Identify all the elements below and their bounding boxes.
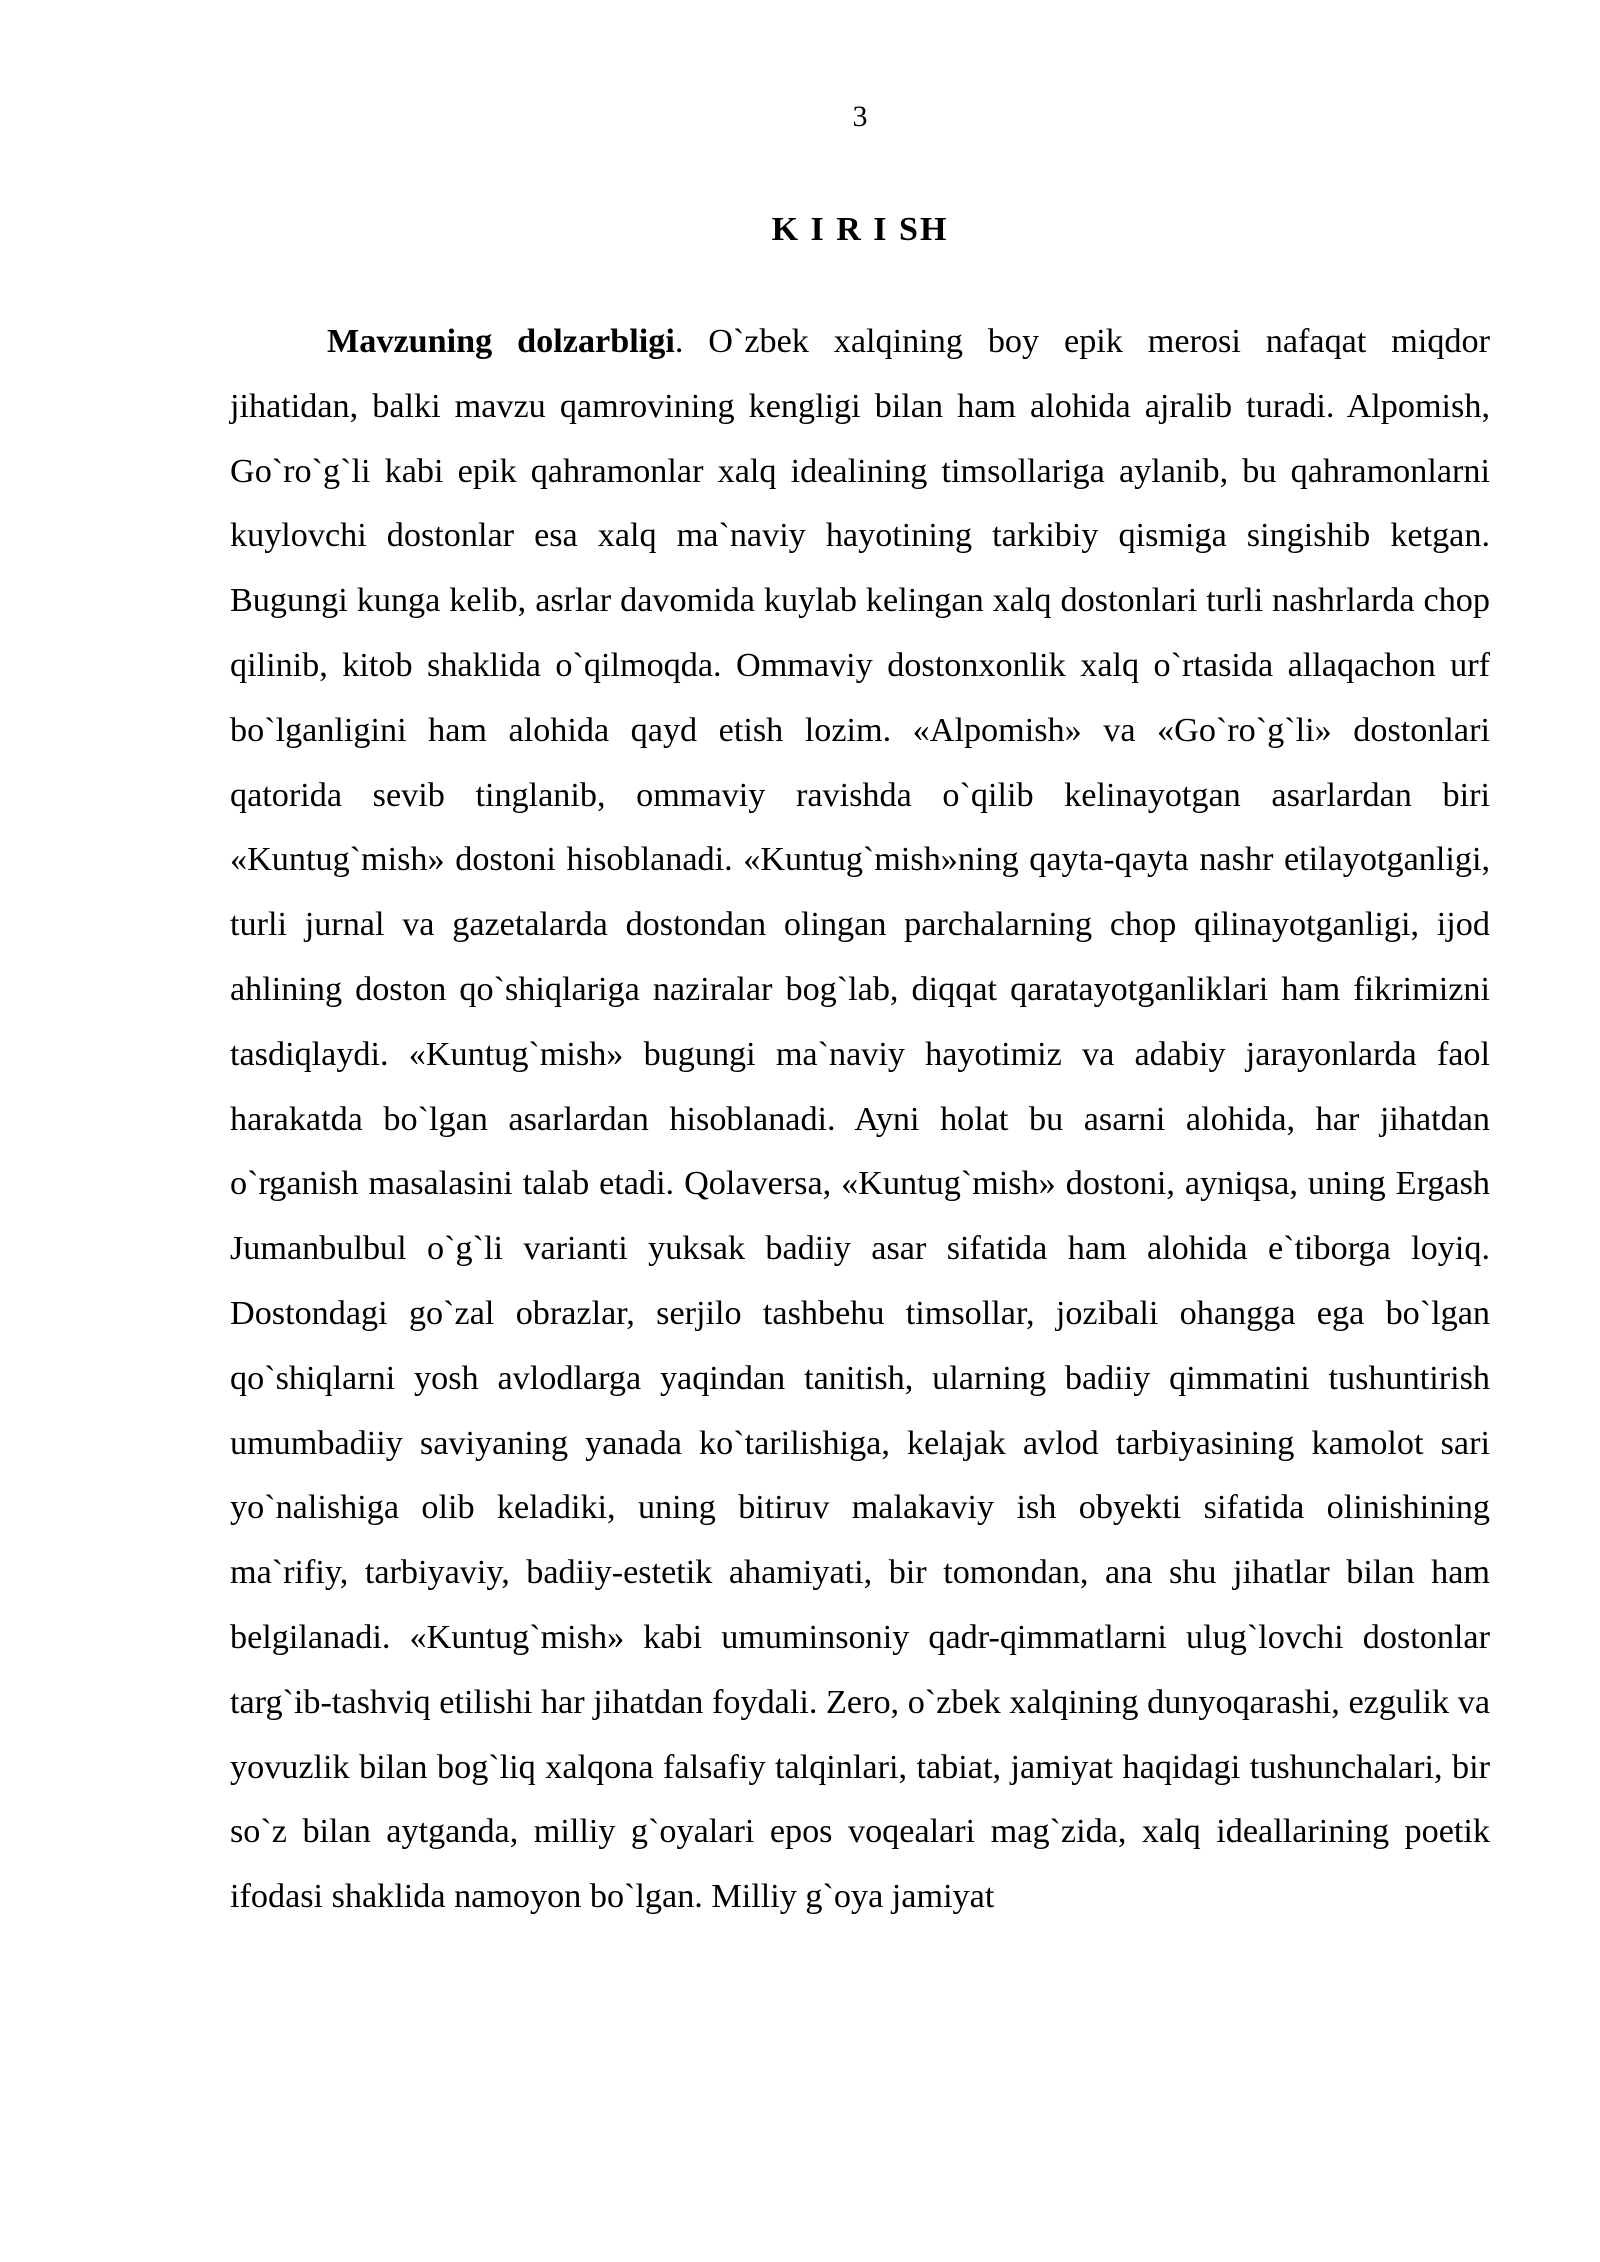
section-heading: K I R I SH: [771, 211, 949, 248]
page-number: 3: [852, 100, 868, 133]
lead-in-punctuation: .: [674, 323, 684, 360]
paragraph-lead-in: Mavzuning dolzarbligi: [327, 323, 675, 360]
paragraph-text: O`zbek xalqining boy epik merosi nafaqat miqdor jihatidan, balki mavzu qamrovining kengligi bilan ham alohida ajralib turadi. Alpomish, Go`ro`g`li kabi epik qahramonlar xalq idealining timsollariga aylanib, bu qahramonlarni kuylovchi dostonlar esa xalq ma`naviy hayotining tarkibiy qismiga singishib ketgan. Bugungi kunga kelib, asrlar davomida kuylab kelingan xalq dostonlari turli nashrlarda chop qilinib, kitob shaklida o`qilmoqda. Ommaviy dostonxonlik xalq o`rtasida allaqachon urf bo`lganligini ham alohida qayd etish lozim. «Alpomish» va «Go`ro`g`li» dostonlari qatorida sevib tinglanib, ommaviy ravishda o`qilib kelinayotgan asarlardan biri «Kuntug`mish» dostoni hisoblanadi. «Kuntug`mish»ning qayta-qayta nashr etilayotganligi, turli jurnal va gazetalarda dostondan olingan parchalarning chop qilinayotganligi, ijod ahlining doston qo`shiqlariga naziralar bog`lab, diqqat qaratayotganliklari ham fikrimizni tasdiqlaydi. «Kuntug`mish» bugungi ma`naviy hayotimiz va adabiy jarayonlarda faol harakatda bo`lgan asarlardan hisoblanadi. Ayni holat bu asarni alohida, har jihatdan o`rganish masalasini talab etadi. Qolaversa, «Kuntug`mish» dostoni, ayniqsa, uning Ergash Jumanbulbul o`g`li varianti yuksak badiiy asar sifatida ham alohida e`tiborga loyiq. Dostondagi go`zal obrazlar, serjilo tashbehu timsollar, jozibali ohangga ega bo`lgan qo`shiqlarni yosh avlodlarga yaqindan tanitish, ularning badiiy qimmatini tushuntirish umumbadiiy saviyaning yanada ko`tarilishiga, kelajak avlod tarbiyasining kamolot sari yo`nalishiga olib keladiki, uning bitiruv malakaviy ish obyekti sifatida olinishining ma`rifiy, tarbiyaviy, badiiy-estetik ahamiyati, bir tomondan, ana shu jihatlar bilan ham belgilanadi. «Kuntug`mish» kabi umuminsoniy qadr-qimmatlarni ulug`lovchi dostonlar targ`ib-tashviq etilishi har jihatdan foydali. Zero, o`zbek xalqining dunyoqarashi, ezgulik va yovuzlik bilan bog`liq xalqona falsafiy talqinlari, tabiat, jamiyat haqidagi tushunchalari, bir so`z bilan aytganda, milliy g`oyalari epos voqealari mag`zida, xalq ideallarining poetik ifodasi shaklida namoyon bo`lgan. Milliy g`oya jamiyat: [230, 323, 1490, 1916]
body-paragraph: [230, 310, 1490, 1930]
